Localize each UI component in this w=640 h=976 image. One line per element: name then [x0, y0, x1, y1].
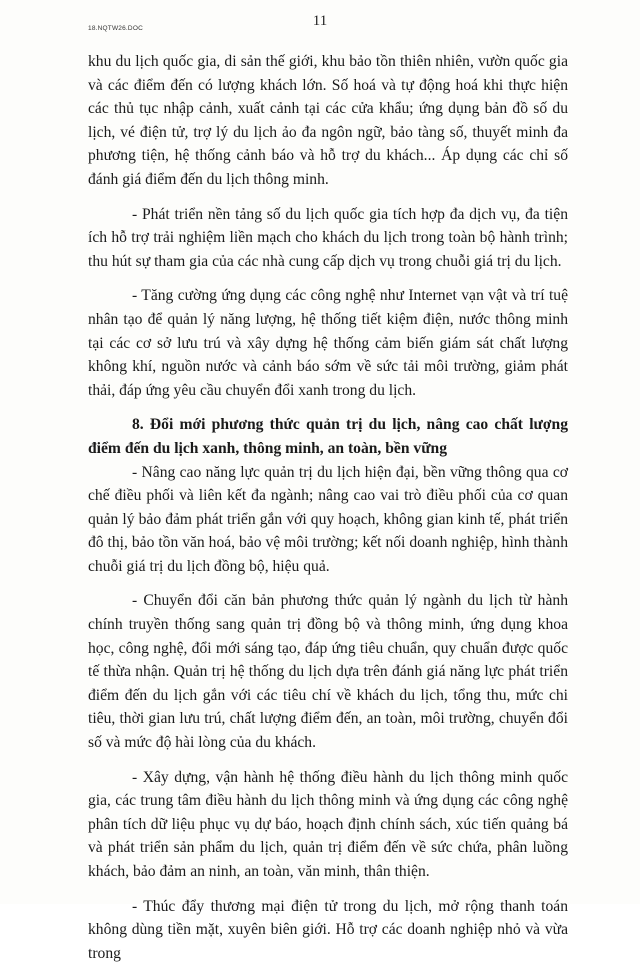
paragraph-governance-capacity: - Nâng cao năng lực quản trị du lịch hiện đại, bền vững thông qua cơ chế điều phối và liên kết đa ngành; nâng cao vai trò điều phối của cơ quan quản lý bảo đảm phát triển gắn với quy hoạch, không gian kinh tế, phát triển đô thị, bảo tồn văn hoá, bảo vệ môi trường; kết nối doanh nghiệp, hình thành chuỗi giá trị du lịch đồng bộ, hiệu quả. — [88, 463, 568, 575]
section-heading-8: 8. Đổi mới phương thức quản trị du lịch, nâng cao chất lượng điểm đến du lịch xanh, thông minh, an toàn, bền vững — [88, 416, 568, 457]
paragraph-management-transformation: - Chuyển đổi căn bản phương thức quản lý ngành du lịch từ hành chính truyền thống sang quản trị đồng bộ và thông minh, ứng dụng khoa học, công nghệ, đổi mới sáng tạo, đáp ứng tiêu chuẩn, quy chuẩn được quốc tế thừa nhận. Quản trị hệ thống du lịch dựa trên đánh giá năng lực phát triển điểm đến du lịch gắn với các tiêu chí về khách du lịch, tổng thu, mức chi tiêu, thời gian lưu trú, chất lượng điểm đến, an toàn, môi trường, chuyển đổi số và mức độ hài lòng của du khách. — [88, 592, 568, 752]
file-label: 18.NQTW26.DOC — [88, 25, 143, 32]
paragraph-ecommerce: - Thúc đẩy thương mại điện tử trong du lịch, mở rộng thanh toán không dùng tiền mặt, xuyên biên giới. Hỗ trợ các doanh nghiệp nhỏ và vừa trong — [88, 897, 568, 962]
document-body — [88, 50, 568, 976]
paragraph-iot-ai: - Tăng cường ứng dụng các công nghệ như Internet vạn vật và trí tuệ nhân tạo để quản lý năng lượng, hệ thống tiết kiệm điện, nước thông minh tại các cơ sở lưu trú và xây dựng hệ thống cảm biến giám sát chất lượng không khí, nguồn nước và cảnh báo sớm về sức tải môi trường, giảm phát thải, đáp ứng yêu cầu chuyển đổi xanh trong du lịch. — [88, 287, 568, 399]
paragraph-smart-operation-center: - Xây dựng, vận hành hệ thống điều hành du lịch thông minh quốc gia, các trung tâm điều hành du lịch thông minh và ứng dụng các công nghệ phân tích dữ liệu phục vụ dự báo, hoạch định chính sách, xúc tiến quảng bá và phát triển sản phẩm du lịch, quản trị điểm đến về sức chứa, phân luồng khách, bảo đảm an ninh, an toàn, văn minh, thân thiện. — [88, 768, 568, 880]
page-number: 11 — [312, 13, 328, 29]
paragraph-continuation: khu du lịch quốc gia, di sản thế giới, khu bảo tồn thiên nhiên, vườn quốc gia và các điểm đến có lượng khách lớn. Số hoá và tự động hoá khi thực hiện các thủ tục nhập cảnh, xuất cảnh tại các cửa khẩu; ứng dụng bản đồ số du lịch, vé điện tử, trợ lý du lịch ảo đa ngôn ngữ, bảo tàng số, thuyết minh đa phương tiện, hệ thống cảnh báo và hỗ trợ du khách... Áp dụng các chỉ số đánh giá điểm đến du lịch thông minh. — [88, 53, 568, 188]
paragraph-digital-platform: - Phát triển nền tảng số du lịch quốc gia tích hợp đa dịch vụ, đa tiện ích hỗ trợ trải nghiệm liền mạch cho khách du lịch trong toàn bộ hành trình; thu hút sự tham gia của các nhà cung cấp dịch vụ trong chuỗi giá trị du lịch. — [88, 205, 568, 270]
